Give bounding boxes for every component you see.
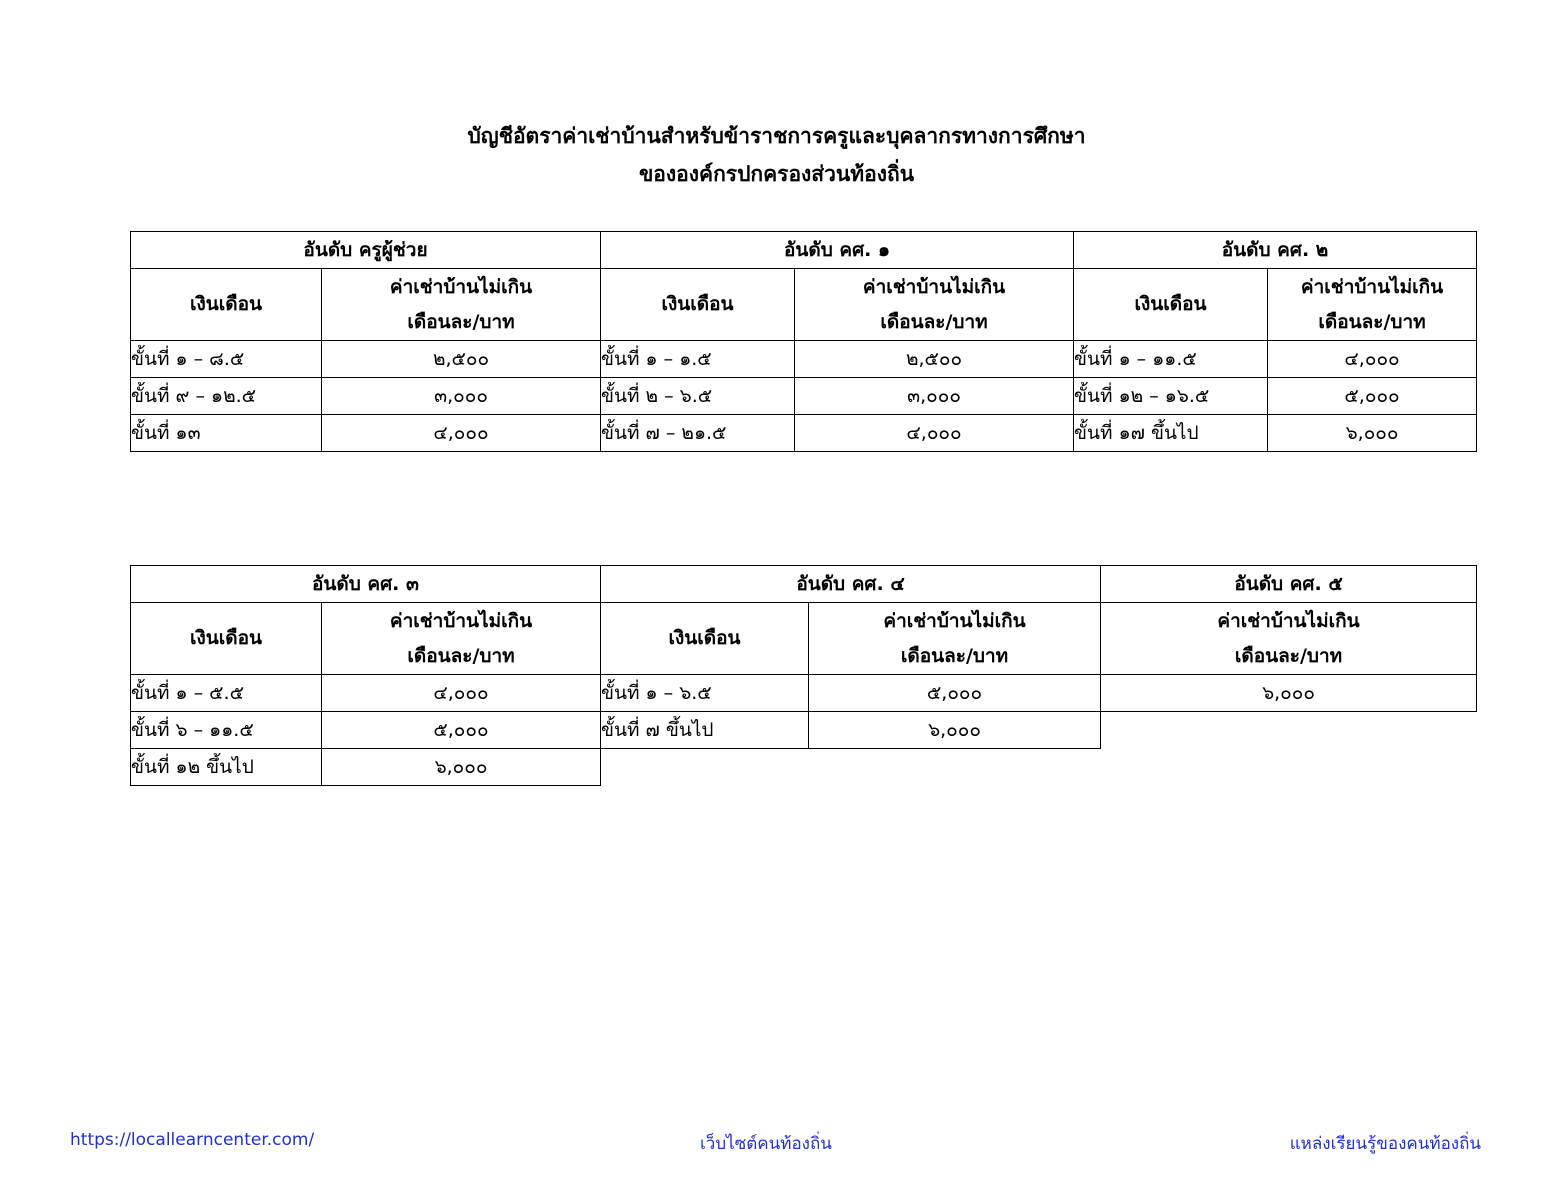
table-row — [131, 378, 1477, 415]
table-row — [131, 341, 1477, 378]
group-header-kru-phu-chuai: อันดับ ครูผู้ช่วย — [131, 232, 601, 269]
group-header-kso-2: อันดับ คศ. ๒ — [1074, 232, 1477, 269]
rent-column-header: ค่าเช่าบ้านไม่เกิน เดือนละ/บาท — [322, 269, 601, 341]
salary-column-header: เงินเดือน — [1074, 269, 1268, 341]
rent-column-header: ค่าเช่าบ้านไม่เกิน เดือนละ/บาท — [809, 603, 1101, 675]
footer-right-text: แหล่งเรียนรู้ของคนท้องถิ่น — [1289, 1134, 1481, 1154]
rent-amount-cell: ๔,๐๐๐ — [322, 675, 601, 712]
salary-step-cell: ขั้นที่ ๗ – ๒๑.๕ — [601, 415, 795, 452]
rent-amount-cell: ๒,๕๐๐ — [322, 341, 601, 378]
rent-column-header: ค่าเช่าบ้านไม่เกิน เดือนละ/บาท — [795, 269, 1074, 341]
group-header-kso-3: อันดับ คศ. ๓ — [131, 566, 601, 603]
salary-step-cell: ขั้นที่ ๖ – ๑๑.๕ — [131, 712, 322, 749]
salary-step-cell: ขั้นที่ ๑ – ๑๑.๕ — [1074, 341, 1268, 378]
rent-table-top — [130, 231, 1477, 452]
rent-amount-cell: ๔,๐๐๐ — [1268, 341, 1477, 378]
empty-cell — [1101, 749, 1477, 786]
rent-amount-cell: ๒,๕๐๐ — [795, 341, 1074, 378]
salary-step-cell: ขั้นที่ ๑๒ ขึ้นไป — [131, 749, 322, 786]
empty-cell — [601, 749, 809, 786]
rent-amount-cell: ๕,๐๐๐ — [809, 675, 1101, 712]
table-row — [131, 675, 1477, 712]
document-title: บัญชีอัตราค่าเช่าบ้านสำหรับข้าราชการครูและบุคลากรทางการศึกษา — [467, 124, 1086, 148]
rent-amount-cell: ๖,๐๐๐ — [322, 749, 601, 786]
table-row — [131, 415, 1477, 452]
group-header-kso-1: อันดับ คศ. ๑ — [601, 232, 1074, 269]
salary-step-cell: ขั้นที่ ๑๒ – ๑๖.๕ — [1074, 378, 1268, 415]
rent-amount-cell: ๖,๐๐๐ — [809, 712, 1101, 749]
table-row — [131, 749, 1477, 786]
salary-step-cell: ขั้นที่ ๑ – ๘.๕ — [131, 341, 322, 378]
footer-center-text: เว็บไซต์คนท้องถิ่น — [700, 1134, 832, 1154]
salary-step-cell: ขั้นที่ ๑๓ — [131, 415, 322, 452]
empty-cell — [809, 749, 1101, 786]
group-header-kso-5: อันดับ คศ. ๕ — [1101, 566, 1477, 603]
rent-amount-cell: ๓,๐๐๐ — [322, 378, 601, 415]
rent-amount-cell: ๖,๐๐๐ — [1268, 415, 1477, 452]
salary-column-header: เงินเดือน — [131, 603, 322, 675]
rent-amount-cell: ๓,๐๐๐ — [795, 378, 1074, 415]
group-header-kso-4: อันดับ คศ. ๔ — [601, 566, 1101, 603]
rent-amount-cell: ๕,๐๐๐ — [322, 712, 601, 749]
rent-amount-cell: ๔,๐๐๐ — [795, 415, 1074, 452]
rent-amount-cell: ๖,๐๐๐ — [1101, 675, 1477, 712]
rent-column-header: ค่าเช่าบ้านไม่เกิน เดือนละ/บาท — [1101, 603, 1477, 675]
rent-amount-cell: ๕,๐๐๐ — [1268, 378, 1477, 415]
salary-column-header: เงินเดือน — [601, 269, 795, 341]
rent-column-header: ค่าเช่าบ้านไม่เกิน เดือนละ/บาท — [322, 603, 601, 675]
salary-column-header: เงินเดือน — [601, 603, 809, 675]
salary-step-cell: ขั้นที่ ๑ – ๕.๕ — [131, 675, 322, 712]
table-row — [131, 712, 1477, 749]
empty-cell — [1101, 712, 1477, 749]
footer-url-link[interactable]: https://locallearncenter.com/ — [70, 1130, 315, 1150]
salary-step-cell: ขั้นที่ ๑ – ๑.๕ — [601, 341, 795, 378]
salary-step-cell: ขั้นที่ ๗ ขึ้นไป — [601, 712, 809, 749]
salary-step-cell: ขั้นที่ ๑ – ๖.๕ — [601, 675, 809, 712]
salary-step-cell: ขั้นที่ ๒ – ๖.๕ — [601, 378, 795, 415]
salary-step-cell: ขั้นที่ ๙ – ๑๒.๕ — [131, 378, 322, 415]
rent-amount-cell: ๔,๐๐๐ — [322, 415, 601, 452]
salary-step-cell: ขั้นที่ ๑๗ ขึ้นไป — [1074, 415, 1268, 452]
rent-table-bottom — [130, 565, 1477, 786]
rent-column-header: ค่าเช่าบ้านไม่เกิน เดือนละ/บาท — [1268, 269, 1477, 341]
document-subtitle: ขององค์กรปกครองส่วนท้องถิ่น — [638, 162, 915, 186]
salary-column-header: เงินเดือน — [131, 269, 322, 341]
